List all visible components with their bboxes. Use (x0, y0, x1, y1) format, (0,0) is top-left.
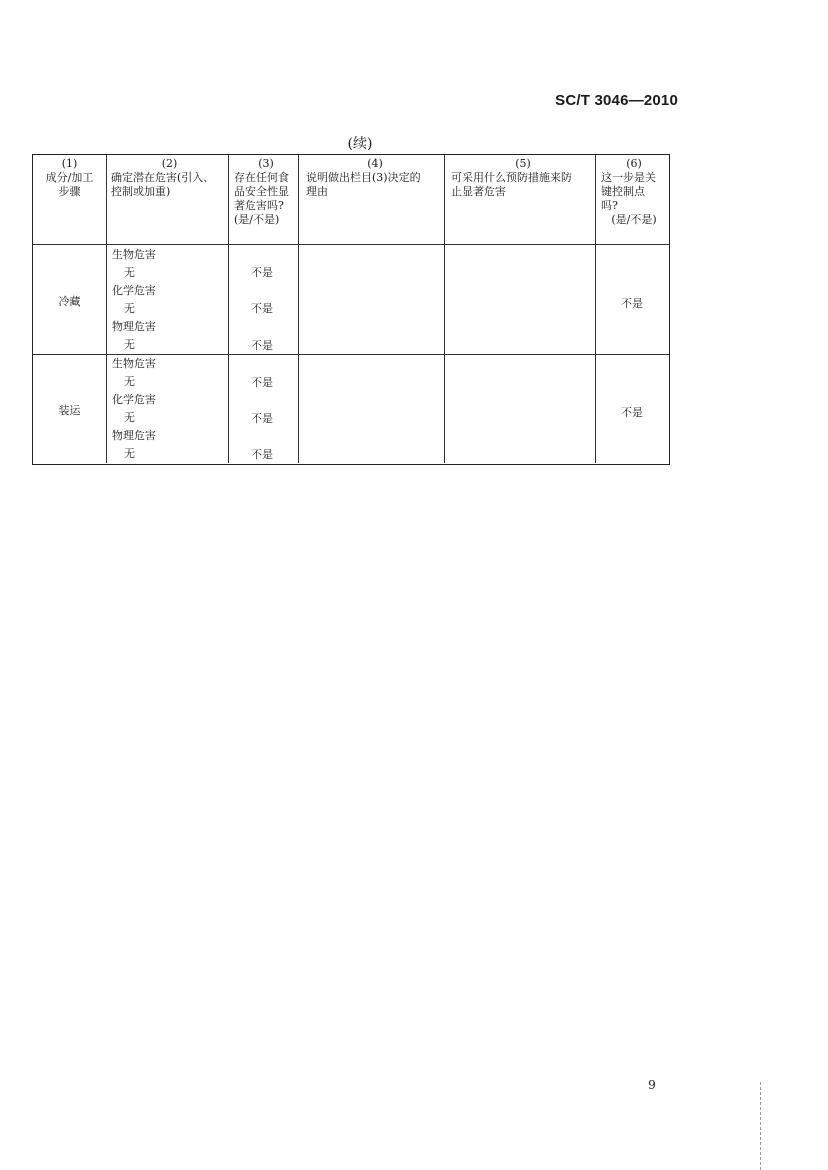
ccp-value: 不是 (621, 297, 643, 310)
hazard-type: 化学危害 (112, 284, 156, 297)
header-col-3 (234, 157, 298, 227)
hazard-analysis-table (32, 154, 670, 465)
col-title-line: 品安全性显 (234, 185, 289, 198)
header-col-1 (33, 157, 106, 199)
col-title-line: 存在任何食 (234, 171, 289, 184)
significance-value: 不是 (251, 448, 273, 461)
col-title-line: 确定潜在危害(引入、 (111, 171, 215, 184)
col-title-line: 理由 (306, 185, 328, 198)
column-divider (228, 155, 229, 463)
hazard-type: 物理危害 (112, 320, 156, 333)
significance-value: 不是 (251, 339, 273, 352)
col-number: (6) (626, 157, 642, 170)
header-divider (33, 244, 669, 245)
hazard-type: 物理危害 (112, 429, 156, 442)
row-divider (33, 354, 669, 355)
row-step-name: 冷藏 (58, 295, 81, 308)
ccp-value: 不是 (621, 406, 643, 419)
hazard-value: 无 (124, 447, 135, 460)
col-title-line: 吗? (601, 199, 618, 212)
row-step-name: 装运 (58, 404, 81, 417)
col-title-line: 著危害吗? (234, 199, 284, 212)
col-number: (3) (258, 157, 274, 170)
col-title-line: 可采用什么预防措施来防 (451, 171, 572, 184)
column-divider (444, 155, 445, 463)
scan-edge-line (760, 1082, 761, 1170)
continuation-label: (续) (347, 136, 373, 152)
hazard-value: 无 (124, 411, 135, 424)
hazard-value: 无 (124, 338, 135, 351)
col-title-line: 步骤 (58, 185, 81, 198)
col-title-line: 止显著危害 (451, 185, 506, 198)
column-divider (106, 155, 107, 463)
significance-value: 不是 (251, 412, 273, 425)
hazard-value: 无 (124, 375, 135, 388)
significance-value: 不是 (251, 266, 273, 279)
header-col-5 (451, 157, 595, 199)
header-col-2 (111, 157, 228, 199)
col-title-line: (是/不是) (234, 213, 280, 226)
col-number: (4) (367, 157, 383, 170)
col-title-line: 成分/加工 (45, 171, 94, 184)
col-title-line: 控制或加重) (111, 185, 171, 198)
column-divider (298, 155, 299, 463)
header-col-4 (306, 157, 444, 199)
significance-value: 不是 (251, 376, 273, 389)
hazard-type: 生物危害 (112, 248, 156, 261)
page-number: 9 (648, 1078, 656, 1092)
col-title-line: 这一步是关 (601, 171, 656, 184)
col-title-line: (是/不是) (611, 213, 657, 226)
standard-code: SC/T 3046—2010 (555, 92, 678, 109)
hazard-type: 化学危害 (112, 393, 156, 406)
col-title-line: 键控制点 (601, 185, 645, 198)
header-col-6 (601, 157, 667, 227)
col-title-line: 说明做出栏目(3)决定的 (306, 171, 421, 184)
hazard-type: 生物危害 (112, 357, 156, 370)
hazard-value: 无 (124, 302, 135, 315)
col-number: (1) (61, 157, 78, 170)
col-number: (2) (161, 157, 178, 170)
significance-value: 不是 (251, 302, 273, 315)
col-number: (5) (515, 157, 531, 170)
hazard-value: 无 (124, 266, 135, 279)
